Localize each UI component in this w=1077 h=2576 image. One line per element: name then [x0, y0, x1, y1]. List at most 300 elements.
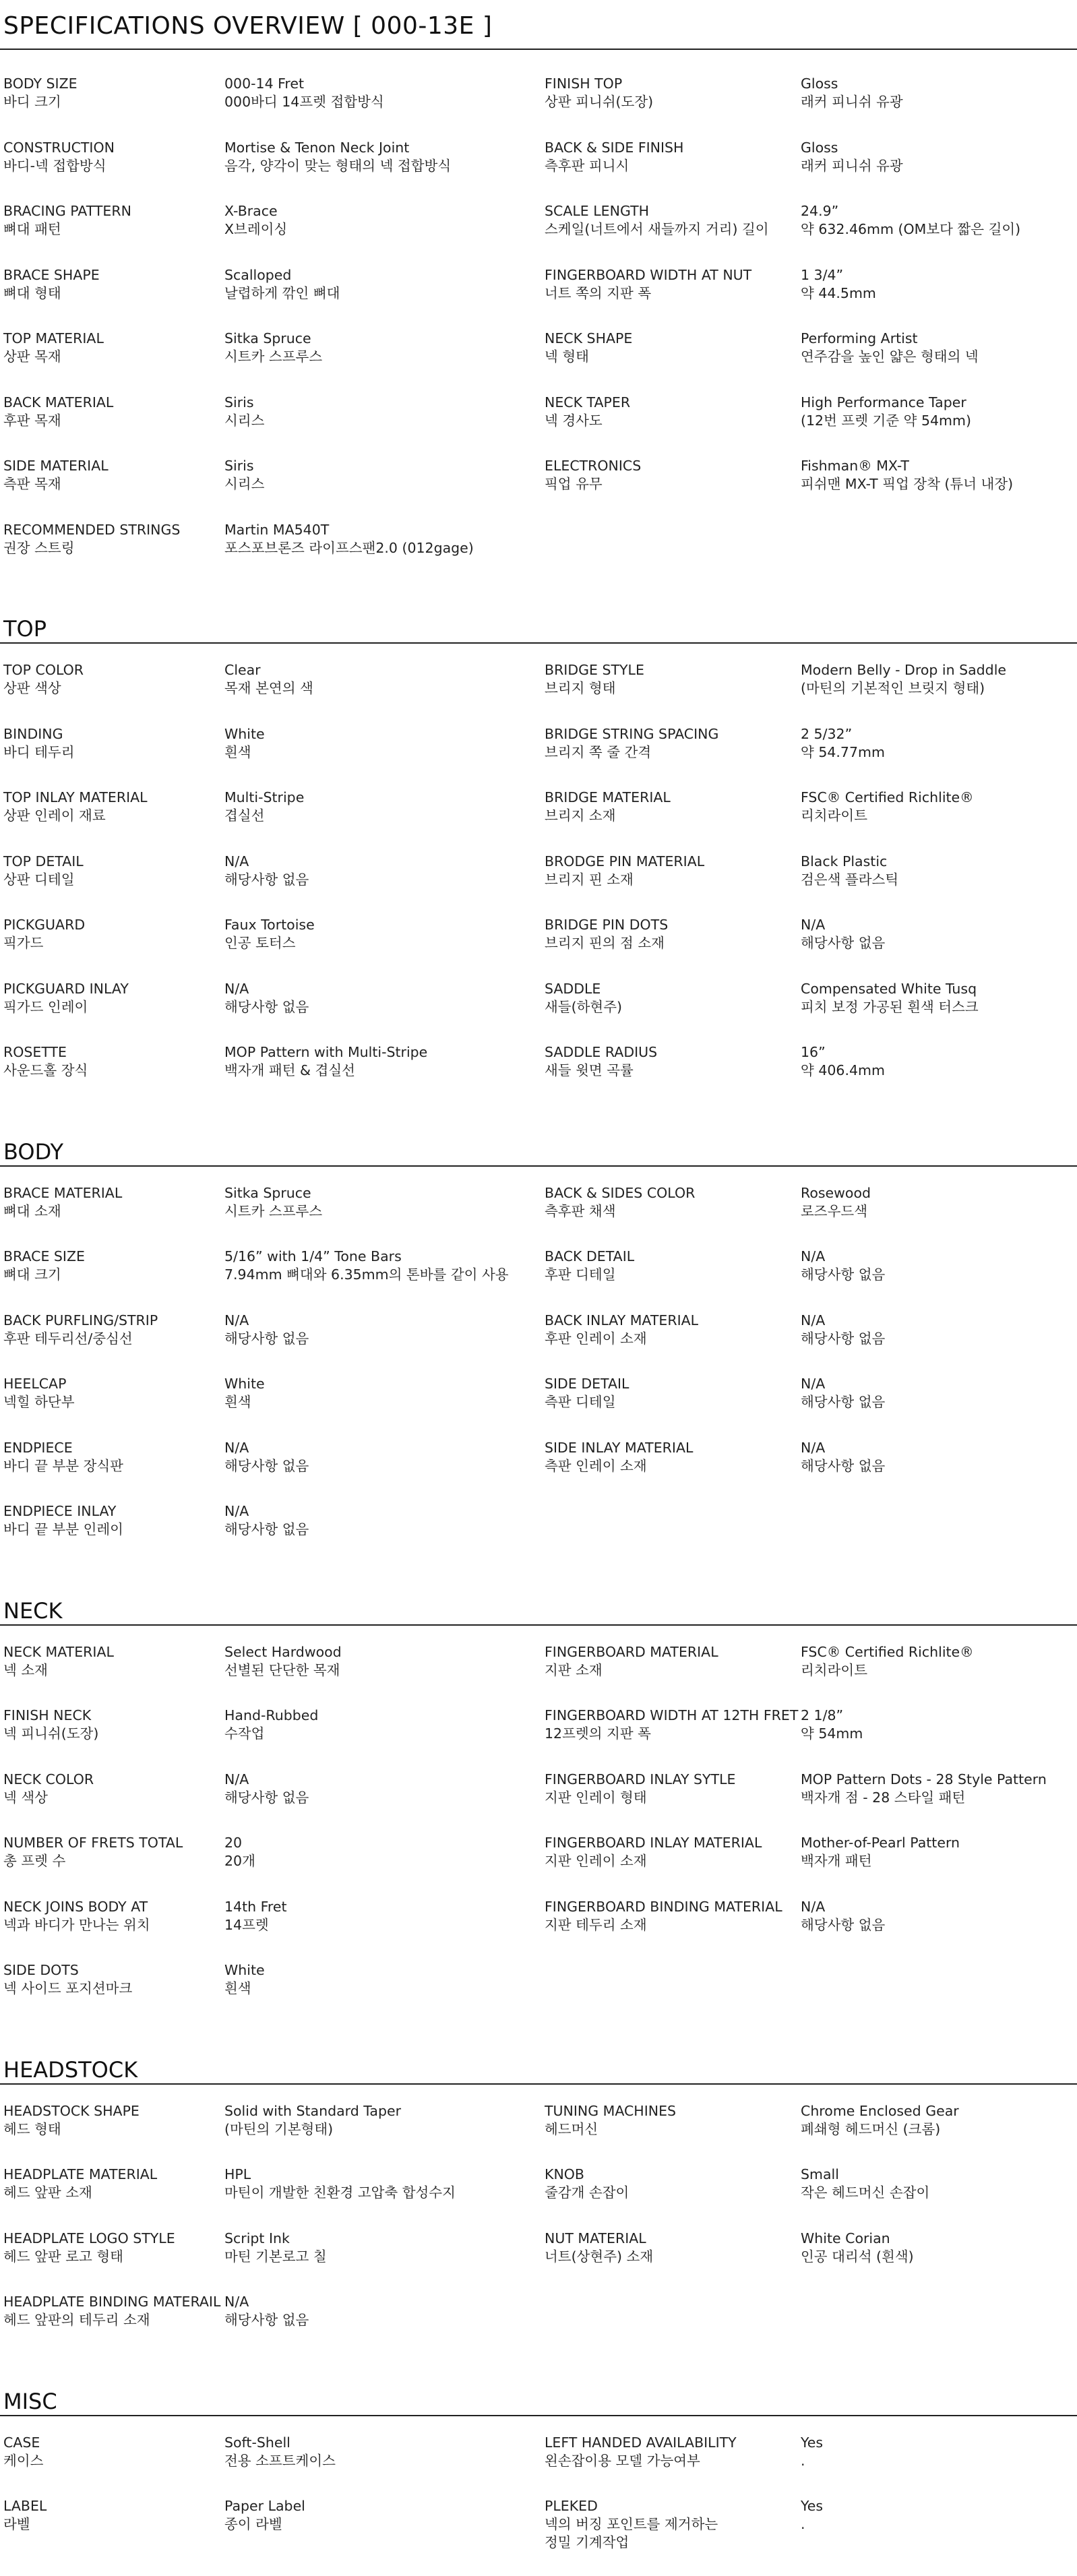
spec-label: [545, 725, 801, 789]
spec-label-ko: 측후판 채색: [545, 1202, 616, 1219]
spec-value-en: N/A: [801, 1376, 826, 1392]
spec-label: [0, 1248, 224, 1312]
spec-value-ko: 음각, 양각이 맞는 형태의 넥 접합방식: [224, 157, 452, 174]
spec-value-en: Scalloped: [224, 266, 292, 283]
spec-value: [224, 1643, 545, 1707]
spec-label-ko: 상판 디테일: [3, 871, 75, 888]
spec-label: [545, 1961, 801, 2025]
spec-value-en: Small: [801, 2166, 839, 2182]
spec-value-en: Select Hardwood: [224, 1643, 342, 1660]
spec-label: [545, 330, 801, 394]
spec-value: [801, 1643, 1077, 1707]
spec-value-ko: 날렵하게 깎인 뼈대: [224, 284, 340, 301]
spec-value: [224, 1834, 545, 1898]
spec-value-ko: 해당사항 없음: [224, 1457, 309, 1474]
spec-label: [545, 1643, 801, 1707]
spec-value-ko: 전용 소프트케이스: [224, 2452, 336, 2469]
spec-label-ko: 넥힐 하단부: [3, 1394, 75, 1410]
spec-value: [224, 980, 545, 1044]
spec-label: [0, 980, 224, 1044]
spec-value: [224, 1898, 545, 1962]
spec-label-en: FINISH NECK: [3, 1707, 92, 1723]
spec-value: [224, 2497, 545, 2561]
spec-label-en: TOP INLAY MATERIAL: [3, 789, 148, 805]
spec-label: [545, 1707, 801, 1771]
spec-label: [0, 916, 224, 980]
spec-label: [545, 266, 801, 330]
spec-value-en: Martin MA540T: [224, 521, 330, 538]
spec-label-en: BACK & SIDES COLOR: [545, 1184, 696, 1201]
spec-value: [801, 661, 1077, 725]
spec-label: [545, 457, 801, 521]
spec-value: [224, 2102, 545, 2166]
spec-label-ko: 넥 소재: [3, 1661, 48, 1678]
spec-label: [0, 1312, 224, 1376]
spec-label-ko: 스케일(너트에서 새들까지 거리) 길이: [545, 221, 769, 237]
spec-value-en: FSC® Certified Richlite®: [801, 1643, 974, 1660]
spec-label-en: TOP MATERIAL: [3, 330, 104, 346]
spec-label-ko: 넥 피니쉬(도장): [3, 1725, 99, 1742]
spec-value-ko: 약 54mm: [801, 1725, 863, 1742]
spec-value-ko: 해당사항 없음: [801, 1330, 886, 1347]
spec-label: [0, 394, 224, 458]
spec-value-ko: 시트카 스프루스: [224, 348, 323, 365]
spec-value-en: Mother-of-Pearl Pattern: [801, 1835, 960, 1851]
spec-label: [545, 2434, 801, 2498]
spec-value-en: Yes: [801, 2434, 824, 2451]
spec-value: [801, 1375, 1077, 1439]
spec-value-ko: 시리스: [224, 476, 265, 492]
spec-label-ko: 바디-넥 접합방식: [3, 157, 106, 174]
spec-value: [224, 75, 545, 139]
spec-label-ko: 헤드머신: [545, 2120, 598, 2137]
spec-label-en: SIDE DOTS: [3, 1962, 79, 1978]
spec-label-ko: 뼈대 크기: [3, 1266, 61, 1283]
spec-value-ko: 겹실선: [224, 807, 265, 824]
section-title: HEADSTOCK: [3, 2056, 138, 2083]
spec-label-en: HEADPLATE LOGO STYLE: [3, 2230, 175, 2246]
spec-value-ko: 피치 보정 가공된 흰색 터스크: [801, 998, 979, 1015]
spec-label: [0, 853, 224, 917]
spec-value-en: N/A: [224, 1771, 249, 1787]
spec-label-ko: 브리지 핀 소재: [545, 871, 634, 888]
spec-value-ko: 포스포브론즈 라이프스팬2.0 (012gage): [224, 539, 474, 556]
spec-value: [801, 1771, 1077, 1835]
spec-value-en: Compensated White Tusq: [801, 980, 977, 997]
spec-value-en: Mortise & Tenon Neck Joint: [224, 139, 410, 156]
spec-grid: [0, 1643, 1077, 2025]
spec-label-ko: 헤드 앞판 로고 형태: [3, 2248, 123, 2265]
spec-label-ko: 줄감개 손잡이: [545, 2184, 629, 2201]
spec-value: [801, 1834, 1077, 1898]
spec-label: [0, 2166, 224, 2230]
spec-label: [545, 521, 801, 585]
spec-label: [0, 2230, 224, 2294]
spec-value-ko: 해당사항 없음: [801, 1457, 886, 1474]
spec-label: [545, 1248, 801, 1312]
spec-label: [0, 725, 224, 789]
spec-value-en: Yes: [801, 2498, 824, 2514]
spec-label-ko: 지판 인레이 형태: [545, 1789, 647, 1806]
spec-value-en: White: [224, 1962, 265, 1978]
spec-value: [801, 2497, 1077, 2561]
spec-value: [801, 1184, 1077, 1248]
spec-label-ko: 후판 인레이 소재: [545, 1330, 647, 1347]
spec-value: [801, 75, 1077, 139]
spec-label-en: HEELCAP: [3, 1376, 67, 1392]
spec-label-en: BRACING PATTERN: [3, 203, 131, 219]
spec-value-ko: 시리스: [224, 412, 265, 429]
spec-value-en: 16”: [801, 1044, 826, 1060]
spec-label-en: SCALE LENGTH: [545, 203, 650, 219]
spec-label-en: FINGERBOARD MATERIAL: [545, 1643, 718, 1660]
spec-grid: [0, 2102, 1077, 2357]
spec-value-ko: 리치라이트: [801, 1661, 868, 1678]
spec-value-en: 14th Fret: [224, 1898, 287, 1915]
spec-value-ko: 해당사항 없음: [224, 1330, 309, 1347]
spec-label: [545, 980, 801, 1044]
spec-label: [545, 2293, 801, 2357]
spec-label-ko: 바디 크기: [3, 94, 61, 110]
spec-section: [0, 615, 1077, 1107]
spec-label-ko: 픽가드 인레이: [3, 998, 88, 1015]
spec-value-en: 2 1/8”: [801, 1707, 844, 1723]
spec-label: [545, 75, 801, 139]
spec-label: [0, 202, 224, 266]
spec-label: [545, 202, 801, 266]
spec-value: [801, 916, 1077, 980]
spec-label-ko: 브리지 핀의 점 소재: [545, 935, 665, 951]
spec-label-en: BACK MATERIAL: [3, 394, 114, 410]
spec-label-en: HEADSTOCK SHAPE: [3, 2102, 140, 2119]
spec-value-ko: 해당사항 없음: [801, 1916, 886, 1933]
spec-label-en: NUMBER OF FRETS TOTAL: [3, 1835, 183, 1851]
spec-value-en: 1 3/4”: [801, 266, 844, 283]
spec-value: [224, 1043, 545, 1107]
spec-value-ko: 14프렛: [224, 1916, 269, 1933]
spec-label: [545, 2102, 801, 2166]
spec-grid: [0, 2434, 1077, 2561]
spec-label-en: KNOB: [545, 2166, 584, 2182]
spec-label-ko: 바디 끝 부분 인레이: [3, 1521, 123, 1537]
spec-label-en: TOP COLOR: [3, 662, 84, 678]
spec-value: [224, 394, 545, 458]
spec-value-ko: 검은색 플라스틱: [801, 871, 899, 888]
spec-value-ko: 선별된 단단한 목재: [224, 1661, 340, 1678]
spec-label: [545, 661, 801, 725]
spec-label-ko: 브리지 쪽 줄 간격: [545, 743, 652, 760]
spec-value-en: 24.9”: [801, 203, 839, 219]
spec-value: [801, 330, 1077, 394]
spec-label-ko: 측판 목재: [3, 476, 61, 492]
spec-value-ko: 마틴이 개발한 친환경 고압축 합성수지: [224, 2184, 456, 2201]
spec-value-en: Multi-Stripe: [224, 789, 305, 805]
spec-value-ko: 목재 본연의 색: [224, 680, 313, 696]
spec-value-en: N/A: [224, 853, 249, 869]
spec-label-ko: 지판 인레이 소재: [545, 1853, 647, 1869]
spec-label-ko: 지판 소재: [545, 1661, 603, 1678]
spec-value-ko: 마틴 기본로고 칠: [224, 2248, 327, 2265]
spec-value-en: Paper Label: [224, 2498, 305, 2514]
spec-label-en: RECOMMENDED STRINGS: [3, 521, 181, 538]
spec-label: [0, 2434, 224, 2498]
spec-value-en: MOP Pattern with Multi-Stripe: [224, 1044, 428, 1060]
spec-label-ko: 너트(상현주) 소재: [545, 2248, 654, 2265]
spec-value: [801, 1248, 1077, 1312]
spec-label: [0, 2293, 224, 2357]
spec-label: [545, 1375, 801, 1439]
spec-section: [0, 75, 1077, 584]
spec-value: [801, 1898, 1077, 1962]
spec-value: [801, 394, 1077, 458]
spec-value-en: N/A: [801, 917, 826, 933]
spec-value-en: White Corian: [801, 2230, 890, 2246]
spec-value-ko: (마틴의 기본적인 브릿지 형태): [801, 680, 985, 696]
spec-label-en: CONSTRUCTION: [3, 139, 115, 156]
spec-value: [801, 1439, 1077, 1503]
spec-value-en: Script Ink: [224, 2230, 290, 2246]
spec-value-en: Gloss: [801, 75, 838, 92]
spec-label: [0, 1375, 224, 1439]
spec-value: [224, 2230, 545, 2294]
spec-value: [801, 1312, 1077, 1376]
spec-grid: [0, 1184, 1077, 1566]
spec-label-ko: 측후판 피니시: [545, 157, 629, 174]
spec-label-en: SIDE MATERIAL: [3, 458, 109, 474]
section-divider: [0, 1624, 1077, 1626]
spec-value: [801, 980, 1077, 1044]
spec-label: [545, 1898, 801, 1962]
spec-label-ko: 넥의 버징 포인트를 제거하는 정밀 기계작업: [545, 2516, 718, 2550]
spec-value: [801, 457, 1077, 521]
spec-label: [545, 1502, 801, 1566]
spec-label-en: NECK MATERIAL: [3, 1643, 114, 1660]
spec-value-en: Performing Artist: [801, 330, 918, 346]
spec-value-en: Hand-Rubbed: [224, 1707, 319, 1723]
spec-value: [224, 457, 545, 521]
spec-label-ko: 바디 테두리: [3, 743, 75, 760]
spec-label: [0, 1707, 224, 1771]
spec-label-en: ENDPIECE INLAY: [3, 1503, 117, 1519]
spec-value: [801, 2230, 1077, 2294]
spec-value: [224, 1248, 545, 1312]
spec-value-ko: 백자개 패턴: [801, 1853, 872, 1869]
spec-label-ko: 12프렛의 지판 폭: [545, 1725, 651, 1742]
spec-label-ko: 넥 색상: [3, 1789, 48, 1806]
spec-value: [801, 789, 1077, 853]
spec-label: [0, 457, 224, 521]
spec-value: [801, 725, 1077, 789]
spec-label-ko: 브리지 형태: [545, 680, 616, 696]
spec-label-ko: 바디 끝 부분 장식판: [3, 1457, 123, 1474]
spec-value-en: 20: [224, 1835, 243, 1851]
spec-value-ko: 해당사항 없음: [801, 1394, 886, 1410]
spec-label-ko: 새들 윗면 곡률: [545, 1062, 634, 1078]
spec-label: [545, 789, 801, 853]
spec-value-en: Soft-Shell: [224, 2434, 290, 2451]
spec-value: [224, 202, 545, 266]
spec-label: [545, 1043, 801, 1107]
spec-value-en: Solid with Standard Taper: [224, 2102, 402, 2119]
spec-label-en: SIDE INLAY MATERIAL: [545, 1439, 694, 1456]
spec-label: [0, 2102, 224, 2166]
spec-label: [0, 1184, 224, 1248]
spec-value-ko: 인공 대리석 (흰색): [801, 2248, 914, 2265]
spec-value-ko: 폐쇄형 헤드머신 (크롬): [801, 2120, 941, 2137]
spec-value-ko: 작은 헤드머신 손잡이: [801, 2184, 930, 2201]
title-divider: [0, 49, 1077, 50]
spec-value-en: MOP Pattern Dots - 28 Style Pattern: [801, 1771, 1047, 1787]
spec-value-ko: .: [801, 2452, 805, 2469]
spec-value: [224, 1771, 545, 1835]
spec-label-ko: 넥 경사도: [545, 412, 603, 429]
spec-value: [224, 521, 545, 585]
spec-label: [0, 1043, 224, 1107]
spec-label-ko: 픽업 유무: [545, 476, 603, 492]
spec-value-en: Black Plastic: [801, 853, 888, 869]
spec-section: [0, 1597, 1077, 2025]
spec-label-ko: 사운드홀 장식: [3, 1062, 88, 1078]
spec-label: [0, 139, 224, 203]
spec-value-en: High Performance Taper: [801, 394, 966, 410]
spec-label-ko: 총 프렛 수: [3, 1853, 66, 1869]
spec-label-en: NECK TAPER: [545, 394, 631, 410]
spec-value-ko: 흰색: [224, 743, 251, 760]
spec-label-en: ROSETTE: [3, 1044, 67, 1060]
spec-label-en: PLEKED: [545, 2498, 598, 2514]
spec-label-en: BACK PURFLING/STRIP: [3, 1312, 158, 1328]
spec-value: [801, 202, 1077, 266]
spec-value-ko: 해당사항 없음: [224, 1521, 309, 1537]
spec-grid: [0, 75, 1077, 584]
spec-label: [545, 1439, 801, 1503]
spec-value: [801, 521, 1077, 585]
spec-value-ko: 해당사항 없음: [224, 998, 309, 1015]
spec-value-ko: 000바디 14프렛 접합방식: [224, 94, 384, 110]
spec-label-en: HEADPLATE MATERIAL: [3, 2166, 158, 2182]
spec-value-ko: 리치라이트: [801, 807, 868, 824]
spec-label-en: FINISH TOP: [545, 75, 623, 92]
spec-label: [545, 853, 801, 917]
spec-value-ko: 약 406.4mm: [801, 1062, 885, 1078]
spec-label-ko: 넥과 바디가 만나는 위치: [3, 1916, 150, 1933]
spec-label-ko: 뼈대 형태: [3, 284, 61, 301]
spec-value-en: Rosewood: [801, 1184, 871, 1201]
spec-label-ko: 픽가드: [3, 935, 44, 951]
spec-value-ko: 해당사항 없음: [224, 2312, 309, 2328]
spec-label: [0, 1961, 224, 2025]
spec-label-en: BRIDGE STRING SPACING: [545, 725, 719, 742]
spec-label-en: BODY SIZE: [3, 75, 78, 92]
spec-value: [801, 1961, 1077, 2025]
spec-value-en: N/A: [224, 1503, 249, 1519]
spec-value-en: White: [224, 725, 265, 742]
spec-value-en: White: [224, 1376, 265, 1392]
spec-value-ko: 흰색: [224, 1980, 251, 1996]
spec-value-en: 5/16” with 1/4” Tone Bars: [224, 1248, 402, 1264]
spec-label-ko: 라벨: [3, 2516, 30, 2532]
spec-label-en: NECK SHAPE: [545, 330, 633, 346]
spec-value-ko: X브레이싱: [224, 221, 288, 237]
spec-value-en: 000-14 Fret: [224, 75, 305, 92]
spec-label-en: BACK DETAIL: [545, 1248, 635, 1264]
spec-label: [0, 789, 224, 853]
spec-value-en: 2 5/32”: [801, 725, 853, 742]
spec-label-ko: 넥 형태: [545, 348, 589, 365]
spec-label-ko: 넥 사이드 포지션마크: [3, 1980, 133, 1996]
spec-value-en: X-Brace: [224, 203, 278, 219]
spec-label-en: BRIDGE MATERIAL: [545, 789, 671, 805]
section-divider: [0, 642, 1077, 644]
spec-value: [224, 2166, 545, 2230]
spec-value: [224, 853, 545, 917]
spec-value-ko: 종이 라벨: [224, 2516, 282, 2532]
spec-value: [801, 1043, 1077, 1107]
spec-label: [0, 521, 224, 585]
section-divider: [0, 2083, 1077, 2085]
spec-label-en: NECK COLOR: [3, 1771, 94, 1787]
spec-value: [224, 330, 545, 394]
spec-label: [0, 2497, 224, 2561]
spec-label-ko: 후판 목재: [3, 412, 61, 429]
spec-label: [545, 1184, 801, 1248]
spec-value-en: N/A: [224, 1439, 249, 1456]
spec-value-ko: 약 54.77mm: [801, 743, 885, 760]
spec-label: [0, 1502, 224, 1566]
spec-label-en: FINGERBOARD WIDTH AT NUT: [545, 266, 752, 283]
spec-value: [224, 725, 545, 789]
spec-value: [801, 2166, 1077, 2230]
spec-value-ko: (마틴의 기본형태): [224, 2120, 334, 2137]
spec-label-ko: 후판 테두리선/중심선: [3, 1330, 133, 1347]
spec-value-en: N/A: [801, 1898, 826, 1915]
spec-label-en: BACK INLAY MATERIAL: [545, 1312, 699, 1328]
spec-value-en: HPL: [224, 2166, 251, 2182]
spec-label-en: BRIDGE STYLE: [545, 662, 644, 678]
spec-label: [0, 75, 224, 139]
spec-value-ko: 인공 토터스: [224, 935, 296, 951]
spec-value-ko: 해당사항 없음: [224, 1789, 309, 1806]
spec-label-en: TOP DETAIL: [3, 853, 84, 869]
spec-value: [224, 1502, 545, 1566]
spec-label-ko: 지판 테두리 소재: [545, 1916, 647, 1933]
section-divider: [0, 2415, 1077, 2416]
spec-label-ko: 측판 디테일: [545, 1394, 616, 1410]
spec-value-en: N/A: [224, 980, 249, 997]
spec-label-ko: 뼈대 소재: [3, 1202, 61, 1219]
spec-value: [224, 1439, 545, 1503]
spec-value-en: Sitka Spruce: [224, 1184, 311, 1201]
spec-label: [545, 1771, 801, 1835]
spec-value-ko: 해당사항 없음: [224, 871, 309, 888]
spec-value: [224, 2434, 545, 2498]
spec-label: [0, 1834, 224, 1898]
spec-value: [224, 2293, 545, 2357]
spec-label-ko: 측판 인레이 소재: [545, 1457, 647, 1474]
spec-value-ko: 연주감을 높인 얇은 형태의 넥: [801, 348, 979, 365]
spec-label-en: LEFT HANDED AVAILABILITY: [545, 2434, 737, 2451]
spec-value-ko: 해당사항 없음: [801, 1266, 886, 1283]
spec-value-en: Fishman® MX-T: [801, 458, 909, 474]
spec-value: [801, 853, 1077, 917]
spec-label-ko: 헤드 앞판 소재: [3, 2184, 92, 2201]
spec-label-ko: 상판 색상: [3, 680, 61, 696]
spec-value: [224, 1184, 545, 1248]
spec-value-ko: 래커 피니쉬 유광: [801, 94, 903, 110]
spec-label-ko: 권장 스트링: [3, 539, 75, 556]
spec-value-ko: 백자개 패턴 & 겹실선: [224, 1062, 355, 1078]
spec-label-en: FINGERBOARD BINDING MATERIAL: [545, 1898, 782, 1915]
